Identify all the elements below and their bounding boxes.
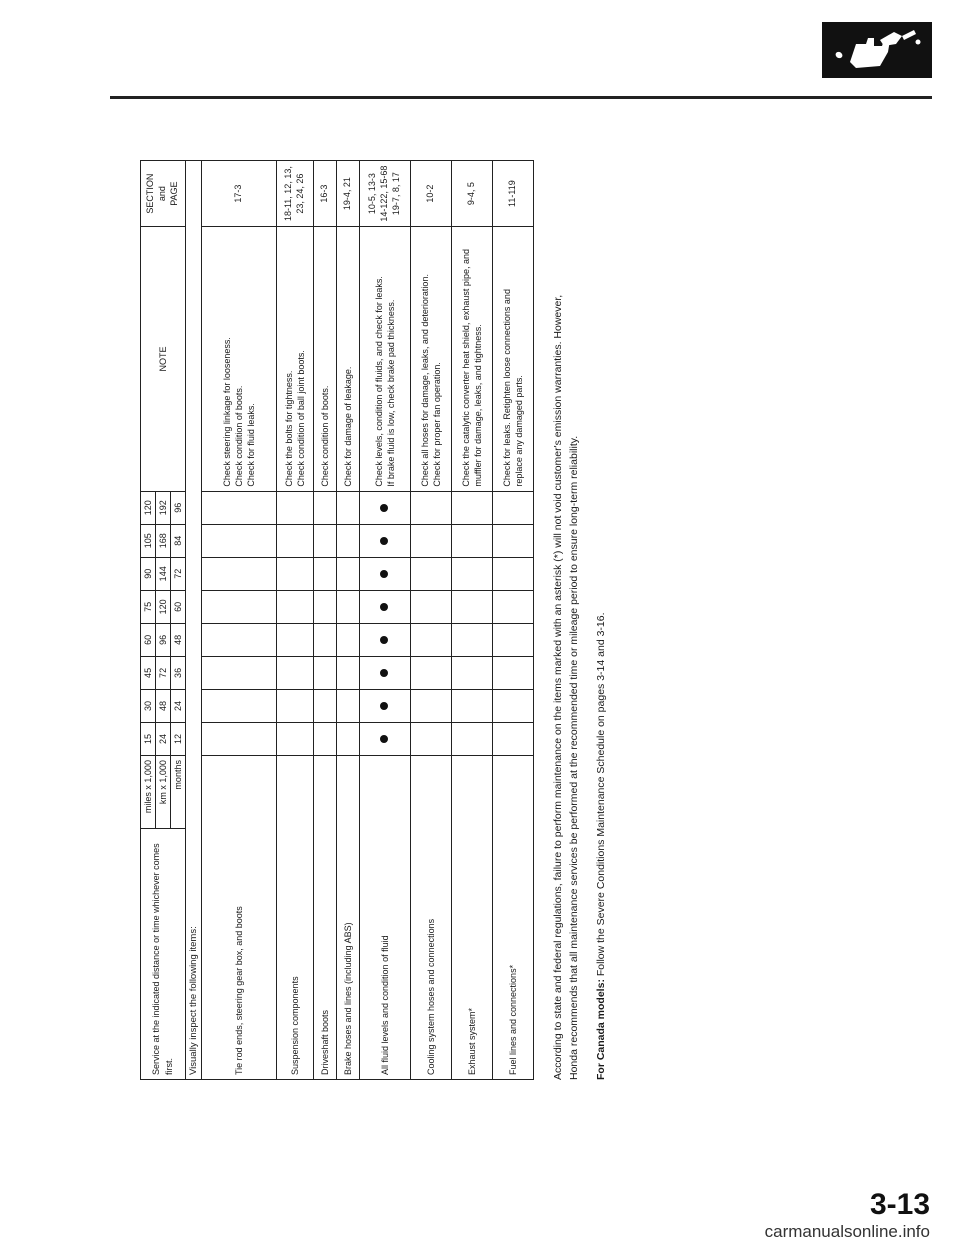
- interval-mark-cell: [452, 656, 493, 689]
- item-label: Driveshaft boots: [314, 756, 337, 1080]
- table-row: [337, 161, 360, 1080]
- interval-mark-cell: [411, 623, 452, 656]
- interval-mark-cell: [411, 524, 452, 557]
- note-cell: [202, 227, 277, 491]
- section-page-line: 9-4, 5: [466, 182, 477, 206]
- table-row: [277, 161, 314, 1080]
- unit-label: months: [171, 756, 186, 829]
- interval-mark-cell: [493, 524, 534, 557]
- unit-label: miles x 1,000: [141, 756, 156, 829]
- interval-cell: 105: [141, 524, 156, 557]
- interval-cell: 120: [156, 590, 171, 623]
- section-page-line: 10-5, 13-3: [367, 173, 378, 215]
- interval-mark-cell: [277, 723, 314, 756]
- note-line: Check the bolts for tightness.: [283, 370, 294, 487]
- interval-mark-cell: [337, 689, 360, 722]
- service-dot: [380, 735, 388, 743]
- interval-mark-cell: [360, 590, 411, 623]
- interval-mark-cell: [202, 689, 277, 722]
- service-header-text: Service at the indicated distance or time whichever comes first.: [141, 828, 186, 1079]
- interval-mark-cell: [493, 623, 534, 656]
- interval-mark-cell: [314, 557, 337, 590]
- item-label: Fuel lines and connections*: [493, 756, 534, 1080]
- section-header-line: SECTION: [145, 173, 156, 214]
- interval-mark-cell: [314, 491, 337, 524]
- section-page-cell: [202, 161, 277, 227]
- interval-mark-cell: [493, 590, 534, 623]
- interval-mark-cell: [337, 491, 360, 524]
- interval-cell: 48: [156, 689, 171, 722]
- interval-cell: 72: [156, 656, 171, 689]
- interval-cell: 84: [171, 524, 186, 557]
- interval-mark-cell: [202, 491, 277, 524]
- interval-mark-cell: [337, 557, 360, 590]
- interval-cell: 60: [141, 623, 156, 656]
- interval-mark-cell: [277, 656, 314, 689]
- interval-mark-cell: [277, 524, 314, 557]
- item-label: Brake hoses and lines (including ABS): [337, 756, 360, 1080]
- section-page-cell: [314, 161, 337, 227]
- section-page-line: 16-3: [319, 184, 330, 203]
- section-page-line: 23, 24, 26: [295, 173, 305, 214]
- interval-cell: 96: [156, 623, 171, 656]
- interval-cell: 15: [141, 723, 156, 756]
- interval-cell: 75: [141, 590, 156, 623]
- interval-mark-cell: [337, 590, 360, 623]
- section-page-cell: [493, 161, 534, 227]
- note-cell: [360, 227, 411, 491]
- interval-mark-cell: [493, 656, 534, 689]
- interval-mark-cell: [277, 491, 314, 524]
- footer-notes: [550, 280, 609, 1080]
- interval-mark-cell: [411, 590, 452, 623]
- interval-mark-cell: [360, 557, 411, 590]
- item-label: Exhaust system*: [452, 756, 493, 1080]
- section-page-line: 10-2: [425, 184, 436, 203]
- interval-mark-cell: [360, 689, 411, 722]
- interval-cell: 90: [141, 557, 156, 590]
- interval-mark-cell: [493, 491, 534, 524]
- table-row: [314, 161, 337, 1080]
- note-line: Check condition of boots.: [233, 385, 244, 487]
- interval-mark-cell: [360, 623, 411, 656]
- interval-cell: 60: [171, 590, 186, 623]
- section-page-line: 19-7, 8, 17: [390, 172, 401, 216]
- header-rule: [110, 96, 932, 99]
- note-line: muffler for damage, leaks, and tightness.: [473, 324, 483, 487]
- service-dot: [380, 603, 388, 611]
- note-cell: [337, 227, 360, 491]
- interval-mark-cell: [202, 590, 277, 623]
- service-dot: [380, 504, 388, 512]
- table-row: [360, 161, 411, 1080]
- emission-warranty-paragraph: According to state and federal regulations, failure to perform maintenance on the items marked with an asterisk (*) will not void customer's emission warranties. However, Honda recommends that all maintenance services be performed at the recommended time or mileage period to ensure long-term reliability.: [552, 294, 581, 1080]
- canada-label: For Canada models:: [594, 979, 607, 1080]
- table-row: [202, 161, 277, 1080]
- item-label: Cooling system hoses and connections: [411, 756, 452, 1080]
- schedule-rows: [202, 161, 534, 1080]
- item-label: Suspension components: [277, 756, 314, 1080]
- note-line: Check the catalytic converter heat shield, exhaust pipe, and: [460, 249, 471, 487]
- header-row-miles: [141, 161, 156, 1080]
- section-header: [141, 161, 186, 227]
- interval-mark-cell: [452, 557, 493, 590]
- section-page-line: 19-4, 21: [342, 177, 353, 211]
- interval-mark-cell: [314, 689, 337, 722]
- interval-mark-cell: [360, 491, 411, 524]
- table-row: [493, 161, 534, 1080]
- section-page-cell: [360, 161, 411, 227]
- interval-mark-cell: [493, 689, 534, 722]
- table-row: [411, 161, 452, 1080]
- maintenance-table: [140, 160, 534, 1080]
- service-dot: [380, 636, 388, 644]
- interval-cell: 24: [156, 723, 171, 756]
- section-page-line: 11-119: [507, 180, 518, 207]
- note-line: Check levels, condition of fluids, and check for leaks.: [373, 276, 384, 487]
- section-header-line: PAGE: [168, 181, 179, 206]
- interval-mark-cell: [314, 656, 337, 689]
- interval-cell: 168: [156, 524, 171, 557]
- note-cell: [411, 227, 452, 491]
- interval-mark-cell: [202, 623, 277, 656]
- interval-mark-cell: [452, 623, 493, 656]
- note-line: Check for damage of leakage.: [342, 366, 353, 487]
- interval-cell: 192: [156, 491, 171, 524]
- page-number: 3-13: [869, 1188, 930, 1221]
- interval-mark-cell: [360, 723, 411, 756]
- interval-mark-cell: [202, 524, 277, 557]
- interval-mark-cell: [411, 656, 452, 689]
- interval-cell: 120: [141, 491, 156, 524]
- interval-mark-cell: [314, 623, 337, 656]
- note-line: If brake fluid is low, check brake pad thickness.: [386, 299, 396, 487]
- interval-cell: 36: [171, 656, 186, 689]
- canada-text: Follow the Severe Conditions Maintenance Schedule on pages 3-14 and 3-16.: [594, 612, 607, 980]
- visual-inspect-label: Visually inspect the following items:: [186, 161, 202, 1080]
- note-line: Check for fluid leaks.: [246, 403, 257, 487]
- interval-mark-cell: [277, 623, 314, 656]
- service-dot: [380, 669, 388, 677]
- service-dot: [380, 570, 388, 578]
- interval-mark-cell: [411, 557, 452, 590]
- unit-label: km x 1,000: [156, 756, 171, 829]
- interval-mark-cell: [202, 656, 277, 689]
- interval-cell: 96: [171, 491, 186, 524]
- interval-cell: 48: [171, 623, 186, 656]
- interval-mark-cell: [337, 524, 360, 557]
- note-line: Check for proper fan operation.: [432, 362, 442, 487]
- interval-mark-cell: [452, 723, 493, 756]
- interval-cell: 144: [156, 557, 171, 590]
- section-page-line: 18-11, 12, 13,: [283, 166, 294, 222]
- note-line: replace any damaged parts.: [514, 375, 524, 487]
- interval-cell: 45: [141, 656, 156, 689]
- hand-with-oil-can-icon: [822, 22, 932, 78]
- interval-mark-cell: [202, 723, 277, 756]
- interval-mark-cell: [493, 557, 534, 590]
- interval-mark-cell: [202, 557, 277, 590]
- interval-mark-cell: [314, 524, 337, 557]
- interval-mark-cell: [337, 656, 360, 689]
- service-dot: [380, 702, 388, 710]
- interval-cell: 72: [171, 557, 186, 590]
- item-label: All fluid levels and condition of fluid: [360, 756, 411, 1080]
- section-page-cell: [411, 161, 452, 227]
- interval-cell: 12: [171, 723, 186, 756]
- interval-cell: 30: [141, 689, 156, 722]
- visual-inspect-row: [186, 161, 202, 1080]
- interval-mark-cell: [360, 524, 411, 557]
- interval-mark-cell: [360, 656, 411, 689]
- item-label: Tie rod ends, steering gear box, and boots: [202, 756, 277, 1080]
- note-cell: [493, 227, 534, 491]
- note-line: Check for leaks. Retighten loose connections and: [501, 289, 512, 487]
- note-cell: [277, 227, 314, 491]
- note-cell: [452, 227, 493, 491]
- maintenance-schedule-rotated: [140, 160, 607, 1080]
- section-header-line: and: [157, 186, 168, 202]
- table-row: [452, 161, 493, 1080]
- interval-mark-cell: [411, 689, 452, 722]
- section-page-cell: [337, 161, 360, 227]
- interval-mark-cell: [314, 723, 337, 756]
- section-page-cell: [452, 161, 493, 227]
- interval-mark-cell: [452, 689, 493, 722]
- interval-mark-cell: [493, 723, 534, 756]
- interval-mark-cell: [337, 623, 360, 656]
- canada-note: [593, 280, 609, 1080]
- section-page-cell: [277, 161, 314, 227]
- note-cell: [314, 227, 337, 491]
- interval-mark-cell: [277, 590, 314, 623]
- interval-mark-cell: [411, 491, 452, 524]
- note-line: Check condition of boots.: [319, 385, 330, 487]
- interval-mark-cell: [452, 590, 493, 623]
- interval-mark-cell: [452, 491, 493, 524]
- interval-cell: 24: [171, 689, 186, 722]
- note-line: Check condition of ball joint boots.: [296, 350, 306, 487]
- watermark: carmanualsonline.info: [764, 1222, 930, 1241]
- interval-mark-cell: [277, 689, 314, 722]
- note-line: Check steering linkage for looseness.: [221, 337, 232, 487]
- interval-mark-cell: [411, 723, 452, 756]
- note-line: Check all hoses for damage, leaks, and deterioration.: [419, 274, 430, 487]
- section-page-line: 17-3: [233, 184, 244, 203]
- service-dot: [380, 537, 388, 545]
- interval-mark-cell: [452, 524, 493, 557]
- interval-mark-cell: [277, 557, 314, 590]
- interval-mark-cell: [337, 723, 360, 756]
- section-page-line: 14-122, 15-68: [379, 165, 390, 222]
- note-header: NOTE: [141, 227, 186, 491]
- interval-mark-cell: [314, 590, 337, 623]
